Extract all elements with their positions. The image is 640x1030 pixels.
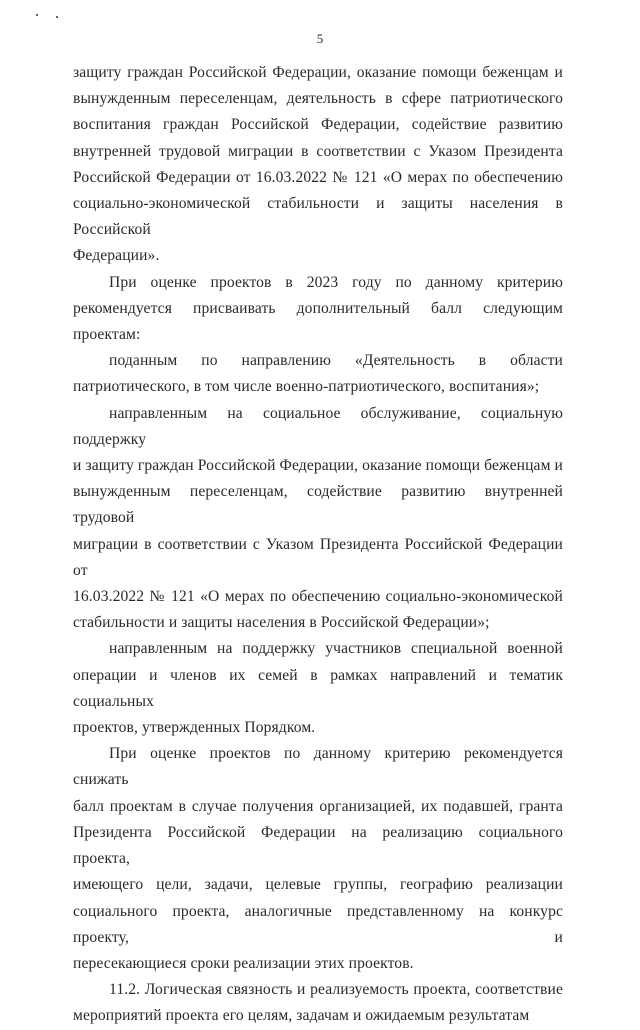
- paragraph: [73, 348, 563, 400]
- paragraph: [73, 401, 563, 637]
- text-line: вынужденным переселенцам, деятельность в сфере патриотического: [73, 90, 563, 108]
- text-line: балл проектам в случае получения организацией, их подавшей, гранта: [73, 797, 563, 815]
- paragraph: [73, 60, 563, 270]
- scan-dot: [36, 14, 38, 16]
- document-body: [73, 60, 563, 1030]
- text-line: воспитания граждан Российской Федерации, содействие развитию: [73, 116, 563, 134]
- text-line: поданным по направлению «Деятельность в области: [109, 352, 563, 370]
- text-line: При оценке проектов в 2023 году по данному критерию: [109, 273, 563, 291]
- text-line: рекомендуется присваивать дополнительный балл следующим проектам:: [73, 299, 563, 344]
- text-line: социального проекта, аналогичные представленному на конкурс проекту, и: [73, 902, 563, 946]
- text-line: имеющего цели, задачи, целевые группы, географию реализации: [73, 876, 563, 894]
- page-number: 5: [316, 31, 324, 46]
- text-line: Президента Российской Федерации на реализацию социального проекта,: [73, 823, 563, 868]
- text-line: и защиту граждан Российской Федерации, оказание помощи беженцам и: [73, 457, 563, 475]
- paragraph: [73, 636, 563, 741]
- text-line: направленным на поддержку участников специальной военной: [109, 640, 563, 658]
- text-line: социально-экономической стабильности и защиты населения в Российской: [73, 195, 563, 239]
- text-line: операции и членов их семей в рамках направлений и тематик социальных: [73, 666, 563, 710]
- text-line: вынужденным переселенцам, содействие развитию внутренней трудовой: [73, 483, 563, 527]
- text-line: При оценке проектов по данному критерию рекомендуется снижать: [73, 745, 563, 789]
- scan-dot: [56, 16, 58, 18]
- text-line: стабильности и защиты населения в Российской Федерации»;: [73, 614, 490, 632]
- paragraph: [73, 270, 563, 349]
- text-line: проектов, утвержденных Порядком.: [73, 719, 316, 737]
- text-line: направленным на социальное обслуживание, социальную поддержку: [73, 404, 563, 448]
- text-line: защиту граждан Российской Федерации, оказание помощи беженцам и: [73, 64, 563, 81]
- paragraph: [73, 977, 563, 1029]
- text-line: мероприятий проекта его целям, задачам и ожидаемым результатам: [73, 1007, 530, 1025]
- text-line: миграции в соответствии с Указом Президента Российской Федерации от: [73, 535, 563, 579]
- text-line: патриотического, в том числе военно-патриотического, воспитания»;: [73, 378, 540, 396]
- text-line: 11.2. Логическая связность и реализуемость проекта, соответствие: [109, 981, 563, 999]
- text-line: внутренней трудовой миграции в соответствии с Указом Президента: [73, 142, 563, 160]
- text-line: 16.03.2022 № 121 «О мерах по обеспечению социально-экономической: [73, 588, 563, 606]
- paragraph: [73, 741, 563, 977]
- text-line: пересекающиеся сроки реализации этих проектов.: [73, 954, 414, 972]
- text-line: Федерации».: [73, 247, 160, 265]
- text-line: Российской Федерации от 16.03.2022 № 121 «О мерах по обеспечению: [73, 168, 563, 186]
- scan-marks: [36, 14, 60, 18]
